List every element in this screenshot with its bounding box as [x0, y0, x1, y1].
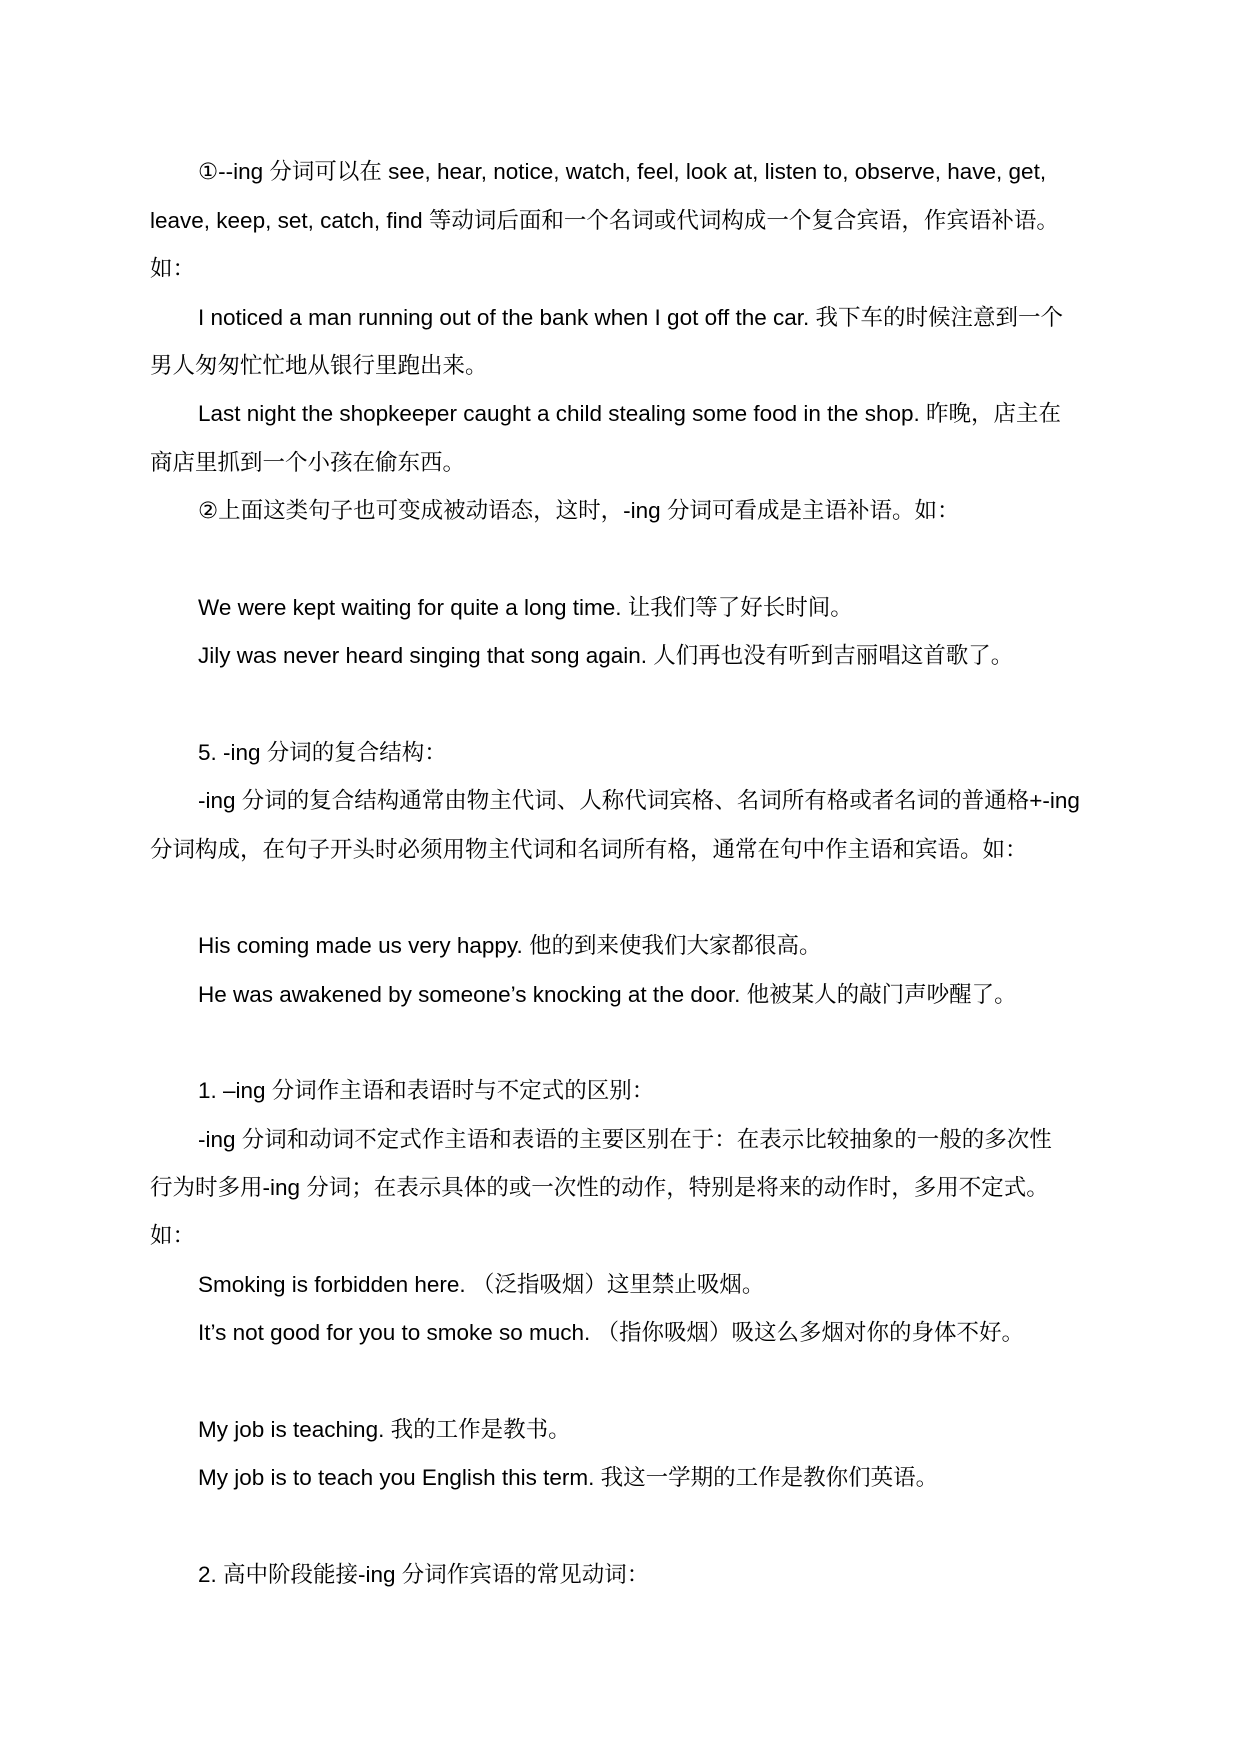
text-line: 分词构成，在句子开头时必须用物主代词和名词所有格，通常在句中作主语和宾语。如： — [150, 837, 1028, 862]
text-line: -ing 分词的复合结构通常由物主代词、人称代词宾格、名词所有格或者名词的普通格+-ing — [198, 788, 1080, 813]
text-line: 男人匆匆忙忙地从银行里跑出来。 — [150, 353, 488, 378]
text-line: ②上面这类句子也可变成被动语态，这时，-ing 分词可看成是主语补语。如： — [198, 498, 960, 523]
text-line: My job is to teach you English this term. 我这一学期的工作是教你们英语。 — [198, 1465, 939, 1490]
section-heading: 2. 高中阶段能接-ing 分词作宾语的常见动词： — [198, 1562, 650, 1587]
text-line: I noticed a man running out of the bank when I got off the car. 我下车的时候注意到一个 — [198, 305, 1063, 330]
text-line: leave, keep, set, catch, find 等动词后面和一个名词或代词构成一个复合宾语，作宾语补语。 — [150, 208, 1059, 233]
text-line: It’s not good for you to smoke so much. （指你吸烟）吸这么多烟对你的身体不好。 — [198, 1320, 1025, 1345]
text-line: ①--ing 分词可以在 see, hear, notice, watch, feel, look at, listen to, observe, have, get, — [198, 159, 1047, 184]
text-line: 商店里抓到一个小孩在偷东西。 — [150, 450, 466, 475]
text-line: 行为时多用-ing 分词；在表示具体的或一次性的动作，特别是将来的动作时，多用不定式。 — [150, 1175, 1049, 1200]
text-line: Jily was never heard singing that song again. 人们再也没有听到吉丽唱这首歌了。 — [198, 643, 1014, 668]
text-line: 如： — [150, 1223, 196, 1248]
text-line: 如： — [150, 256, 196, 281]
text-line: Last night the shopkeeper caught a child stealing some food in the shop. 昨晚，店主在 — [198, 401, 1061, 426]
text-line: My job is teaching. 我的工作是教书。 — [198, 1417, 571, 1442]
text-line: Smoking is forbidden here. （泛指吸烟）这里禁止吸烟。 — [198, 1272, 765, 1297]
text-line: We were kept waiting for quite a long time. 让我们等了好长时间。 — [198, 595, 853, 620]
text-line: He was awakened by someone’s knocking at the door. 他被某人的敲门声吵醒了。 — [198, 982, 1017, 1007]
text-line: -ing 分词和动词不定式作主语和表语的主要区别在于：在表示比较抽象的一般的多次性 — [198, 1127, 1052, 1152]
section-heading: 1. –ing 分词作主语和表语时与不定式的区别： — [198, 1078, 655, 1103]
section-heading: 5. -ing 分词的复合结构： — [198, 740, 447, 765]
text-line: His coming made us very happy. 他的到来使我们大家都很高。 — [198, 933, 822, 958]
